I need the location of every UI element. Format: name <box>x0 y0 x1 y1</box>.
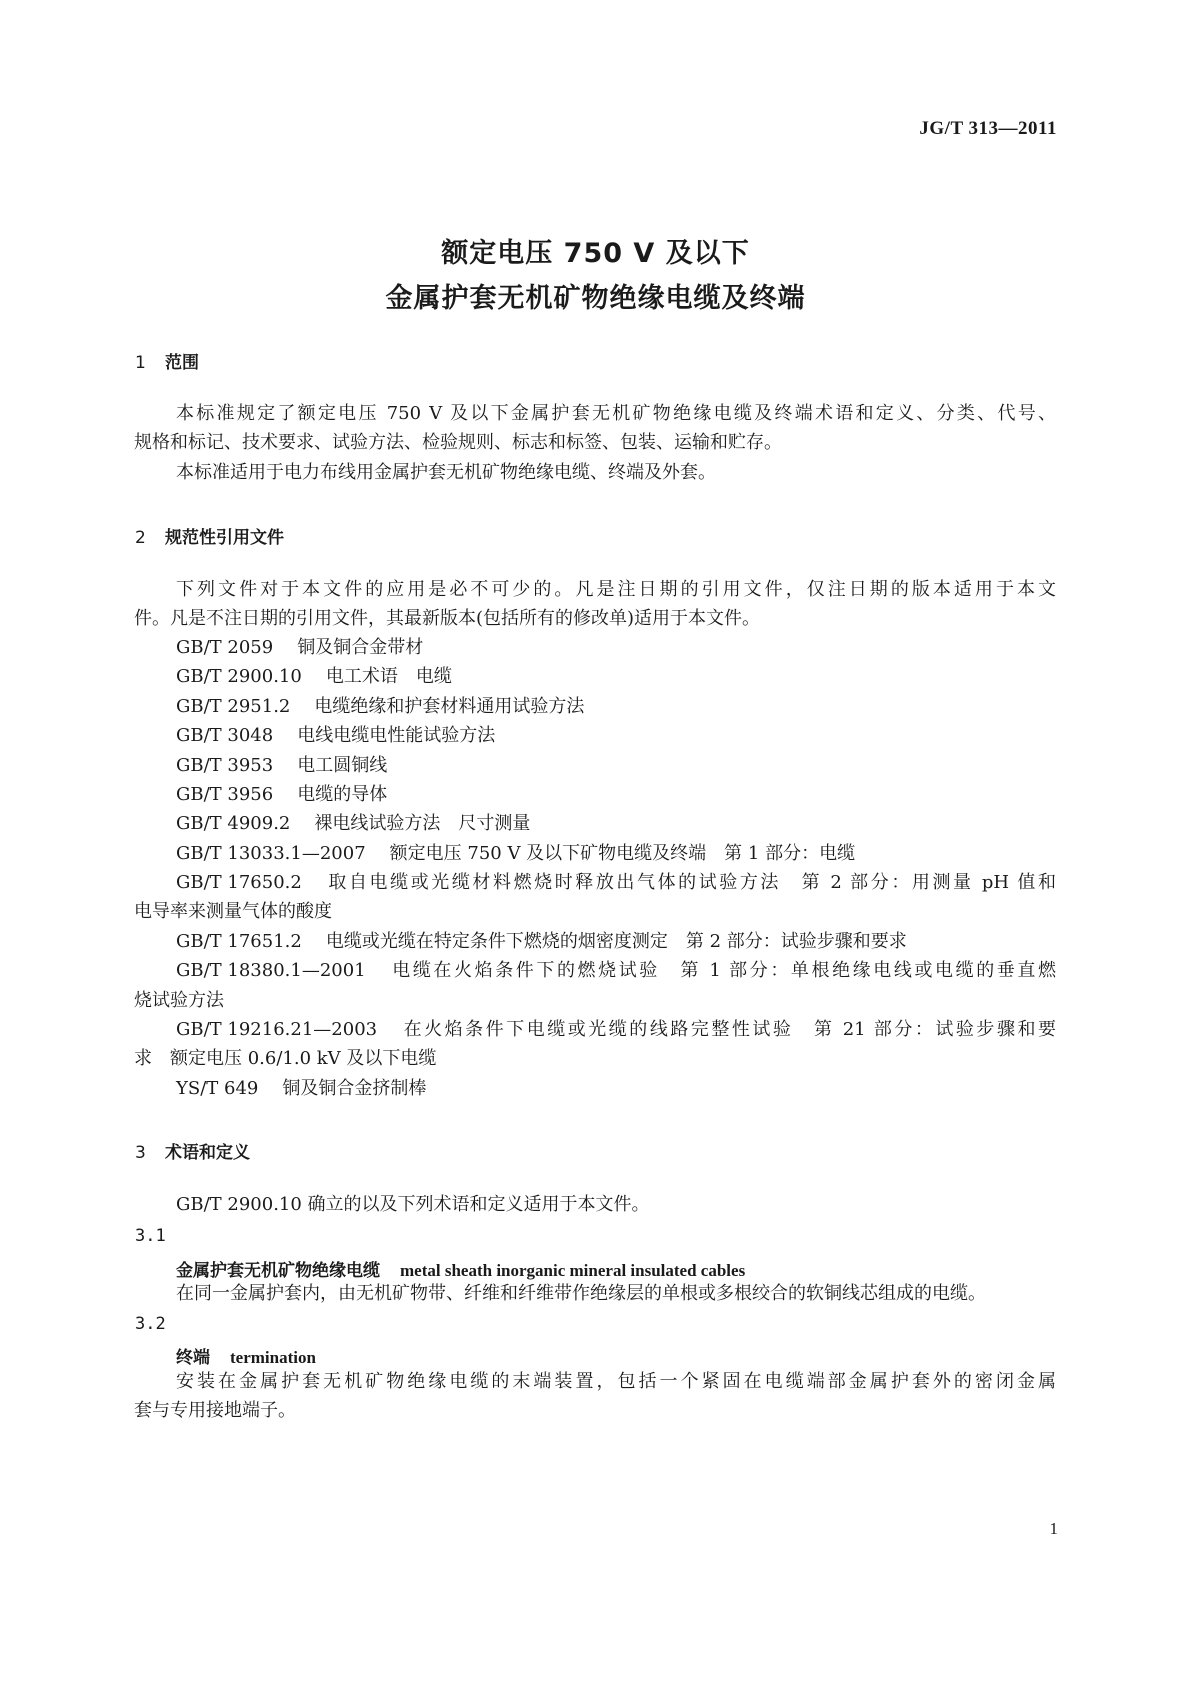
reference-code: GB/T 3956 <box>176 784 274 805</box>
reference-code: GB/T 17650.2 <box>176 872 302 893</box>
section-3-heading <box>135 1138 250 1163</box>
section-number: 3 <box>135 1143 146 1163</box>
term-number: 3.2 <box>135 1314 166 1334</box>
reference-code: GB/T 2951.2 <box>176 696 291 717</box>
reference-item <box>176 727 495 745</box>
reference-item <box>176 815 530 833</box>
section-number: 2 <box>135 528 146 548</box>
reference-code: YS/T 649 <box>176 1078 259 1099</box>
paragraph-line: 下列文件对于本文件的应用是必不可少的。凡是注日期的引用文件，仅注日期的版本适用于本文 <box>176 579 1056 600</box>
paragraph-line: GB/T 2900.10 确立的以及下列术语和定义适用于本文件。 <box>176 1194 650 1215</box>
term-definition: 套与专用接地端子。 <box>134 1400 296 1421</box>
document-title-line1: 额定电压 750 V 及以下 <box>441 238 750 269</box>
reference-item <box>176 1080 426 1098</box>
term-name-en: metal sheath inorganic mineral insulated cables <box>400 1261 746 1280</box>
reference-title: 电线电缆电性能试验方法 <box>297 725 496 746</box>
paragraph-line: 件。凡是不注日期的引用文件，其最新版本(包括所有的修改单)适用于本文件。 <box>134 608 761 629</box>
reference-title: 取自电缆或光缆材料燃烧时释放出气体的试验方法 第 2 部分：用测量 pH 值和 <box>325 872 1056 893</box>
reference-item <box>176 874 1056 892</box>
reference-title: 电工圆铜线 <box>297 755 388 776</box>
reference-code: GB/T 4909.2 <box>176 813 291 834</box>
reference-code: GB/T 17651.2 <box>176 931 302 952</box>
section-number: 1 <box>135 353 146 373</box>
reference-item <box>176 1021 1056 1039</box>
reference-item <box>176 668 452 686</box>
reference-item <box>176 933 907 951</box>
reference-code: GB/T 2059 <box>176 637 274 658</box>
paragraph-line: 本标准适用于电力布线用金属护套无机矿物绝缘电缆、终端及外套。 <box>176 462 716 483</box>
reference-item-continuation: 烧试验方法 <box>134 990 224 1011</box>
reference-item <box>176 757 387 775</box>
reference-title: 电缆或光缆在特定条件下燃烧的烟密度测定 第 2 部分：试验步骤和要求 <box>325 931 907 952</box>
term-number: 3.1 <box>135 1226 166 1246</box>
reference-item <box>176 962 1056 980</box>
reference-title: 电工术语 电缆 <box>325 666 452 687</box>
reference-code: GB/T 3048 <box>176 725 274 746</box>
term-name <box>176 1343 316 1368</box>
reference-title: 电缆绝缘和护套材料通用试验方法 <box>314 696 585 717</box>
reference-title: 铜及铜合金带材 <box>297 637 424 658</box>
reference-code: GB/T 2900.10 <box>176 666 302 687</box>
term-name-en: termination <box>230 1348 316 1367</box>
term-name-cn: 金属护套无机矿物绝缘电缆 <box>176 1261 380 1281</box>
reference-title: 电缆的导体 <box>297 784 388 805</box>
term-definition: 在同一金属护套内，由无机矿物带、纤维和纤维带作绝缘层的单根或多根绞合的软铜线芯组成的电缆。 <box>176 1283 986 1304</box>
reference-title: 额定电压 750 V 及以下矿物电缆及终端 第 1 部分：电缆 <box>389 843 856 864</box>
section-title: 规范性引用文件 <box>165 528 284 548</box>
reference-title: 裸电线试验方法 尺寸测量 <box>314 813 531 834</box>
reference-title: 在火焰条件下电缆或光缆的线路完整性试验 第 21 部分：试验步骤和要 <box>401 1019 1056 1040</box>
document-title-line2: 金属护套无机矿物绝缘电缆及终端 <box>385 283 806 314</box>
reference-item-continuation: 求 额定电压 0.6/1.0 kV 及以下电缆 <box>134 1048 437 1069</box>
reference-item <box>176 786 387 804</box>
reference-code: GB/T 19216.21—2003 <box>176 1019 378 1040</box>
term-name-cn: 终端 <box>176 1348 210 1368</box>
reference-code: GB/T 13033.1—2007 <box>176 843 366 864</box>
reference-item-continuation: 电导率来测量气体的酸度 <box>134 901 332 922</box>
paragraph-line: 本标准规定了额定电压 750 V 及以下金属护套无机矿物绝缘电缆及终端术语和定义、分类、代号、 <box>176 403 1056 424</box>
section-title: 术语和定义 <box>165 1143 250 1163</box>
page-number: 1 <box>1049 1519 1058 1538</box>
term-name <box>176 1256 745 1281</box>
paragraph-line: 规格和标记、技术要求、试验方法、检验规则、标志和标签、包装、运输和贮存。 <box>134 432 782 453</box>
document-code: JG/T 313—2011 <box>919 118 1057 139</box>
section-title: 范围 <box>165 353 199 373</box>
reference-item <box>176 698 584 716</box>
reference-item <box>176 639 423 657</box>
reference-title: 电缆在火焰条件下的燃烧试验 第 1 部分：单根绝缘电线或电缆的垂直燃 <box>389 960 1056 981</box>
reference-item <box>176 845 855 863</box>
section-2-heading <box>135 523 284 548</box>
section-1-heading <box>135 348 199 373</box>
reference-title: 铜及铜合金挤制棒 <box>282 1078 427 1099</box>
reference-code: GB/T 3953 <box>176 755 274 776</box>
term-definition: 安装在金属护套无机矿物绝缘电缆的末端装置，包括一个紧固在电缆端部金属护套外的密闭金属 <box>176 1371 1056 1392</box>
reference-code: GB/T 18380.1—2001 <box>176 960 366 981</box>
